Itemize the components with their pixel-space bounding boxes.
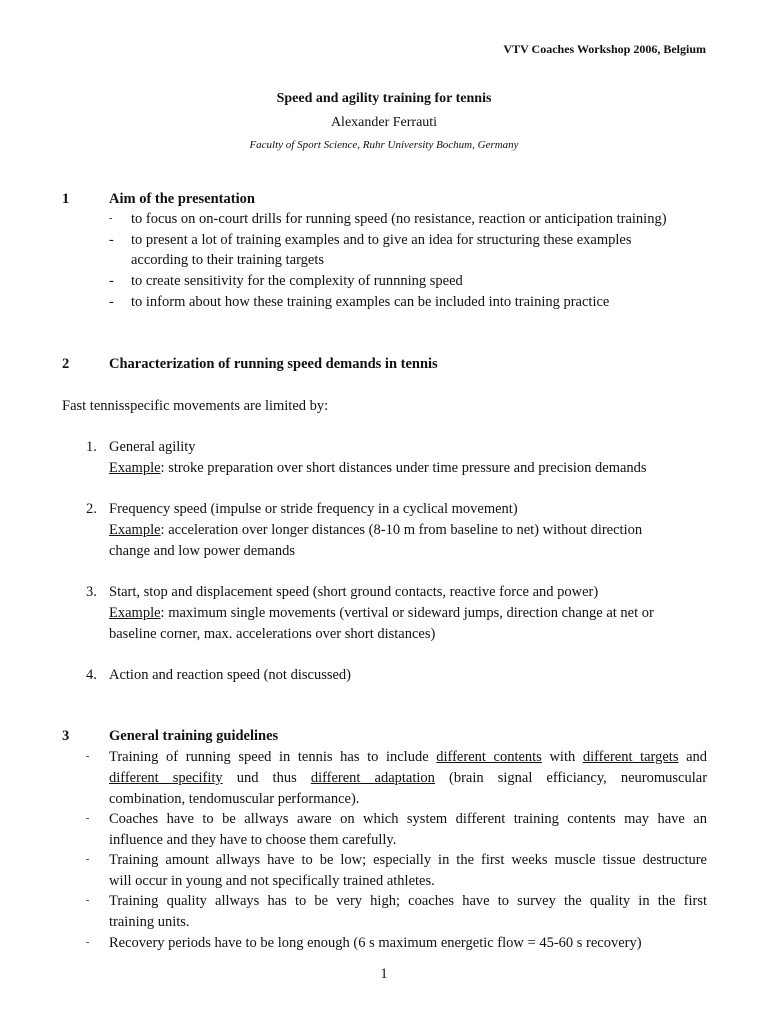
running-header: VTV Coaches Workshop 2006, Belgium <box>503 42 706 56</box>
guideline-line: influence and they have to choose them carefully. <box>109 832 397 848</box>
author-affiliation: Faculty of Sport Science, Ruhr University Bochum, Germany <box>249 139 519 151</box>
item-example: Example: stroke preparation over short distances under time pressure and precision demands <box>109 460 647 476</box>
section-2-intro: Fast tennisspecific movements are limited by: <box>62 398 329 414</box>
item-title: General agility <box>109 439 196 455</box>
guideline-line: training units. <box>109 914 190 930</box>
bullet-dash: - <box>86 895 90 906</box>
item-title: Start, stop and displacement speed (short ground contacts, reactive force and power) <box>109 584 599 600</box>
guideline-line: combination, tendomuscular performance). <box>109 791 360 807</box>
list-item: to inform about how these training examples can be included into training practice <box>131 294 610 310</box>
item-example: Example: acceleration over longer distances (8-10 m from baseline to net) without direction <box>109 522 643 538</box>
item-number: 2. <box>86 501 97 517</box>
list-item: to create sensitivity for the complexity of runnning speed <box>131 273 463 289</box>
bullet-dash: - <box>86 813 90 824</box>
item-title: Frequency speed (impulse or stride frequency in a cyclical movement) <box>109 501 518 517</box>
item-example-continuation: change and low power demands <box>109 543 296 559</box>
bullet-dash: - <box>109 213 113 224</box>
guideline-line: will occur in young and not specifically trained athletes. <box>109 873 435 889</box>
example-label: Example <box>109 522 161 538</box>
section-2-heading: Characterization of running speed demands in tennis <box>109 356 438 372</box>
guideline-line: Training amount allways have to be low; especially in the first weeks muscle tissue destructure <box>109 852 707 868</box>
section-1-number: 1 <box>62 191 70 207</box>
section-3-number: 3 <box>62 728 70 744</box>
example-label: Example <box>109 460 161 476</box>
document-title: Speed and agility training for tennis <box>276 91 492 106</box>
bullet-dash: - <box>86 937 90 948</box>
item-number: 1. <box>86 439 97 455</box>
list-item-continuation: according to their training targets <box>131 252 325 268</box>
section-2-number: 2 <box>62 356 70 372</box>
item-title: Action and reaction speed (not discussed) <box>109 667 351 683</box>
item-example-continuation: baseline corner, max. accelerations over short distances) <box>109 626 436 642</box>
item-number: 3. <box>86 584 97 600</box>
guideline-line: different specifity und thus different adaptation (brain signal efficiancy, neuromuscular <box>109 770 708 786</box>
page-number: 1 <box>380 966 388 982</box>
guideline-line: Training quality allways has to be very high; coaches have to survey the quality in the first <box>109 893 707 909</box>
bullet-dash: - <box>86 751 90 762</box>
bullet-dash: - <box>109 294 114 310</box>
list-item: to present a lot of training examples and to give an idea for structuring these examples <box>131 232 632 248</box>
section-1-heading: Aim of the presentation <box>109 191 255 207</box>
guideline-line: Recovery periods have to be long enough (6 s maximum energetic flow = 45-60 s recovery) <box>109 935 642 951</box>
item-example: Example: maximum single movements (vertival or sideward jumps, direction change at net or <box>109 605 654 621</box>
bullet-dash: - <box>109 273 114 289</box>
bullet-dash: - <box>109 232 114 248</box>
author-name: Alexander Ferrauti <box>330 115 438 130</box>
example-label: Example <box>109 605 161 621</box>
item-number: 4. <box>86 667 97 683</box>
list-item: to focus on on-court drills for running speed (no resistance, reaction or anticipation training) <box>131 211 667 227</box>
guideline-line: Coaches have to be allways aware on which system different training contents may have an <box>109 811 707 827</box>
section-3-heading: General training guidelines <box>109 728 279 744</box>
bullet-dash: - <box>86 854 90 865</box>
guideline-line: Training of running speed in tennis has to include different contents with different targets and <box>109 749 708 765</box>
